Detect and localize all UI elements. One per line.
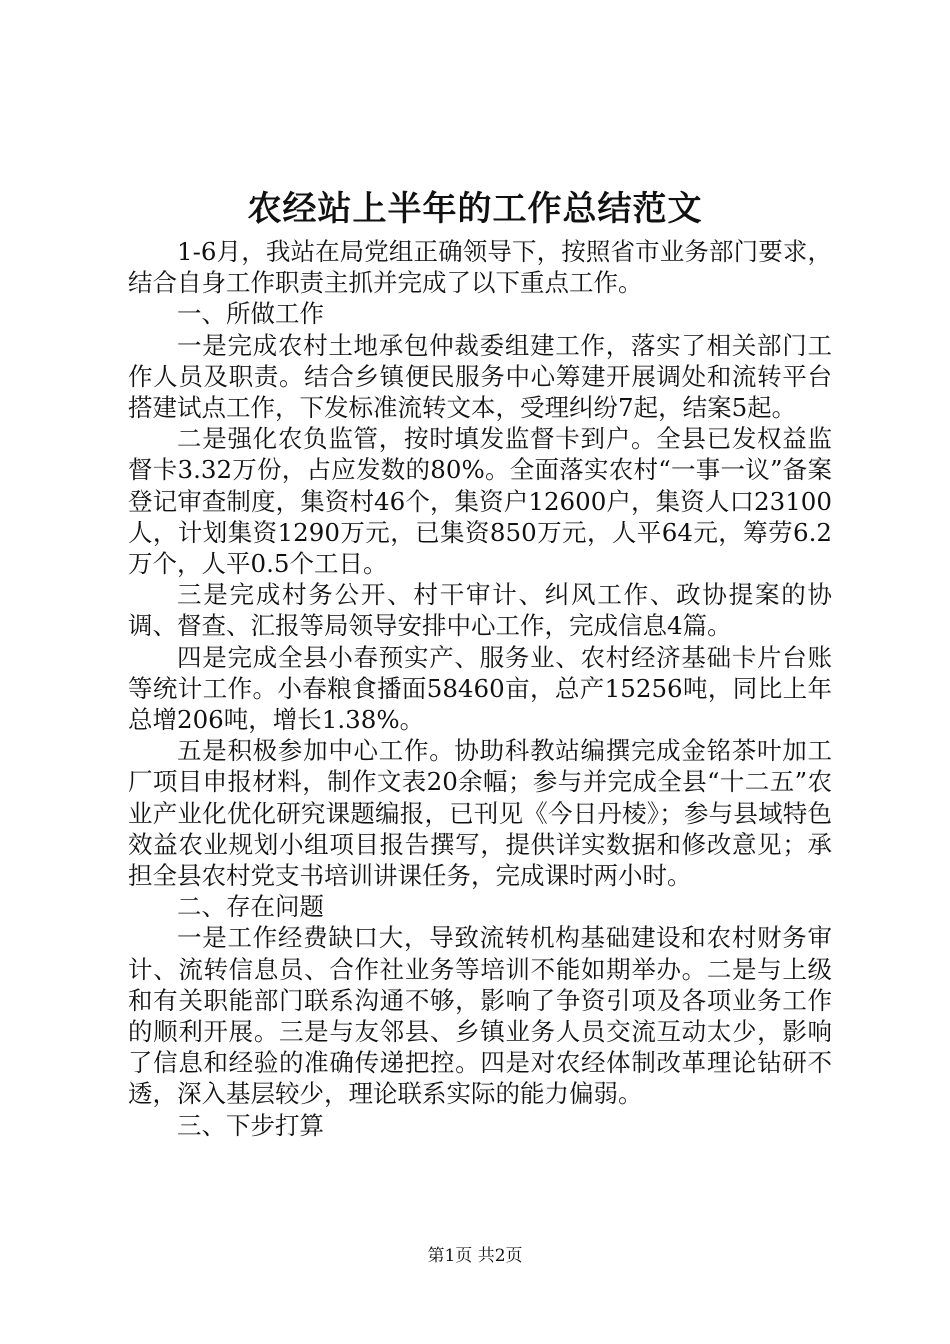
page-title: 农经站上半年的工作总结范文 <box>247 189 703 229</box>
section-heading-next-steps: 三、下步打算 <box>177 1110 324 1140</box>
paragraph-item-3: 三是完成村务公开、村干审计、纠风工作、政协提案的协调、督查、汇报等局领导安排中心工作，完成信息4篇。 <box>128 580 832 641</box>
section-heading-problems: 二、存在问题 <box>177 892 324 922</box>
page-footer: 第1页 共2页 <box>427 1246 523 1266</box>
paragraph-item-2: 二是强化农负监管，按时填发监督卡到户。全县已发权益监督卡3.32万份，占应发数的80%。全面落实农村“一事一议”备案登记审查制度，集资村46个，集资户12600户，集资人口23100人，计划集资1290万元，已集资850万元，人平64元，筹劳6.2万个，人平0.5个工日。 <box>128 424 832 579</box>
paragraph-item-4: 四是完成全县小春预实产、服务业、农村经济基础卡片台账等统计工作。小春粮食播面58460亩，总产15256吨，同比上年总增206吨，增长1.38%。 <box>128 642 832 735</box>
paragraph-item-1: 一是完成农村土地承包仲裁委组建工作，落实了相关部门工作人员及职责。结合乡镇便民服务中心筹建开展调处和流转平台搭建试点工作，下发标准流转文本，受理纠纷7起，结案5起。 <box>128 330 832 423</box>
document-body <box>128 236 832 1141</box>
paragraph-intro: 1-6月，我站在局党组正确领导下，按照省市业务部门要求，结合自身工作职责主抓并完成了以下重点工作。 <box>128 237 832 298</box>
section-heading-work-done: 一、所做工作 <box>177 299 324 329</box>
paragraph-item-5: 五是积极参加中心工作。协助科教站编撰完成金铭茶叶加工厂项目申报材料，制作文表20余幅；参与并完成全县“十二五”农业产业化优化研究课题编报，已刊见《今日丹棱》；参与县域特色效益农业规划小组项目报告撰写，提供详实数据和修改意见；承担全县农村党支书培训讲课任务，完成课时两小时。 <box>128 736 832 891</box>
paragraph-problems: 一是工作经费缺口大，导致流转机构基础建设和农村财务审计、流转信息员、合作社业务等培训不能如期举办。二是与上级和有关职能部门联系沟通不够，影响了争资引项及各项业务工作的顺利开展。三是与友邻县、乡镇业务人员交流互动太少，影响了信息和经验的准确传递把控。四是对农经体制改革理论钻研不透，深入基层较少，理论联系实际的能力偏弱。 <box>128 923 832 1109</box>
